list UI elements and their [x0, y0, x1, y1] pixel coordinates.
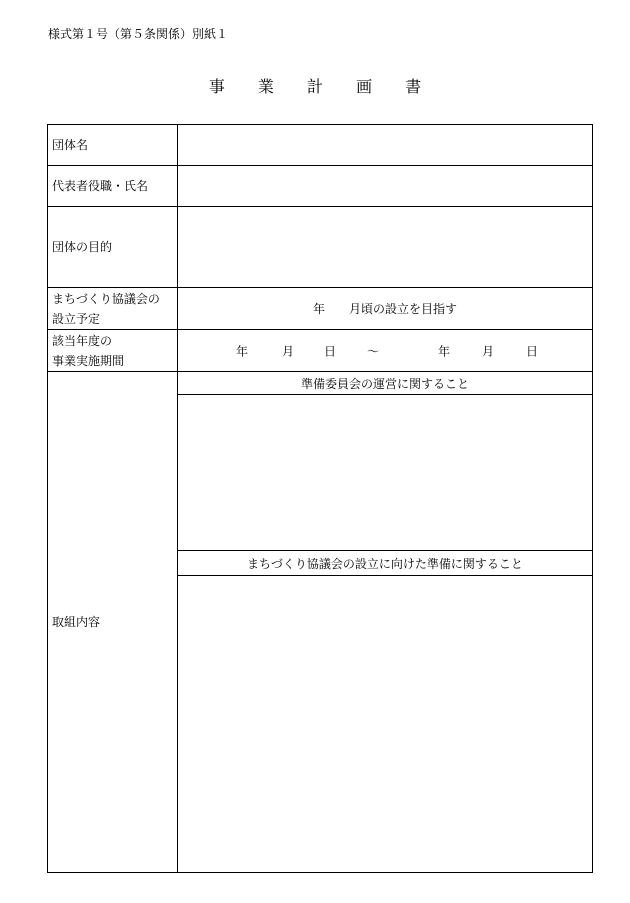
council-plan-label-line1: まちづくり協議会の — [52, 291, 160, 306]
period-tilde: ～ — [367, 344, 380, 358]
purpose-label: 団体の目的 — [48, 207, 178, 288]
period-start-year: 年 — [236, 344, 249, 358]
period-start-month: 月 — [282, 344, 295, 358]
period-label-line2: 事業実施期間 — [52, 353, 125, 368]
period-start-day: 日 — [324, 344, 337, 358]
activities-sub1-field[interactable] — [178, 395, 593, 551]
business-plan-table — [47, 124, 593, 873]
council-plan-field[interactable] — [178, 288, 593, 330]
row-org-name — [48, 125, 593, 166]
council-plan-value: 年 月頃の設立を目指す — [312, 302, 457, 316]
activities-sub1-heading: 準備委員会の運営に関すること — [178, 372, 593, 395]
period-end-day: 日 — [526, 344, 539, 358]
period-end-month: 月 — [482, 344, 495, 358]
row-purpose — [48, 207, 593, 288]
activities-sub2-field[interactable] — [178, 576, 593, 873]
row-representative — [48, 166, 593, 207]
representative-field[interactable] — [178, 166, 593, 207]
purpose-field[interactable] — [178, 207, 593, 288]
representative-label: 代表者役職・氏名 — [48, 166, 178, 207]
activities-sub2-heading: まちづくり協議会の設立に向けた準備に関すること — [178, 551, 593, 576]
form-number: 様式第１号（第５条関係）別紙１ — [48, 27, 229, 41]
council-plan-label — [48, 288, 178, 330]
period-field[interactable] — [178, 330, 593, 372]
document-title: 事 業 計 画 書 — [208, 77, 436, 96]
org-name-label: 団体名 — [48, 125, 178, 166]
period-label — [48, 330, 178, 372]
org-name-field[interactable] — [178, 125, 593, 166]
row-activities-header-1 — [48, 372, 593, 395]
period-label-line1: 該当年度の — [52, 333, 113, 348]
row-council-plan — [48, 288, 593, 330]
period-end-year: 年 — [438, 344, 451, 358]
row-period — [48, 330, 593, 372]
activities-label: 取組内容 — [48, 372, 178, 873]
council-plan-label-line2: 設立予定 — [52, 311, 101, 326]
